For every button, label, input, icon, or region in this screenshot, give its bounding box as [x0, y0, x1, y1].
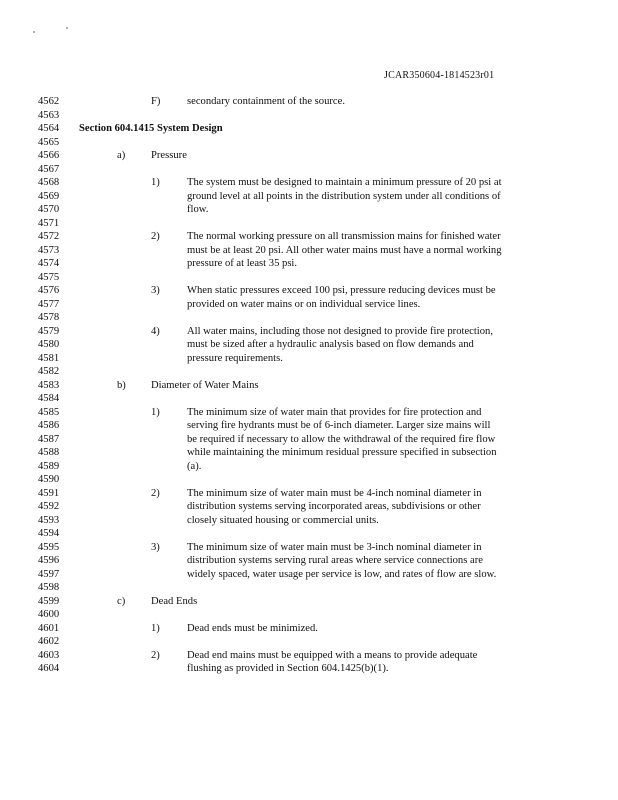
line-number: 4602 — [38, 636, 60, 647]
item-text-continued: while maintaining the minimum residual pressure specified in subsection — [187, 447, 497, 458]
line-number: 4578 — [38, 312, 60, 323]
subsection-label: a) — [117, 150, 126, 161]
document-line — [0, 460, 618, 474]
document-line — [0, 122, 618, 136]
document-line — [0, 109, 618, 123]
scan-speck — [33, 31, 35, 33]
line-number: 4574 — [38, 258, 60, 269]
line-number: 4567 — [38, 163, 60, 175]
subsection-title: Pressure — [151, 150, 187, 161]
line-number: 4583 — [38, 379, 60, 391]
document-line — [0, 649, 618, 663]
item-text-continued: must be at least 20 psi. All other water mains must have a normal working — [187, 244, 502, 256]
item-text: Dead ends must be minimized. — [187, 622, 318, 634]
item-text: The system must be designed to maintain a minimum pressure of 20 psi at — [187, 177, 502, 188]
line-number: 4571 — [38, 217, 60, 229]
line-number: 4579 — [38, 325, 60, 337]
item-text: When static pressures exceed 100 psi, pressure reducing devices must be — [187, 285, 496, 296]
document-line — [0, 284, 618, 298]
line-number: 4594 — [38, 528, 60, 539]
line-number: 4570 — [38, 204, 60, 215]
document-line — [0, 433, 618, 447]
subsection-title: Diameter of Water Mains — [151, 379, 259, 391]
line-number: 4572 — [38, 231, 60, 242]
document-line — [0, 581, 618, 595]
document-line — [0, 662, 618, 676]
line-number: 4597 — [38, 568, 60, 580]
item-text-continued: (a). — [187, 460, 202, 472]
item-text-continued: distribution systems serving rural areas where service connections are — [187, 555, 483, 566]
item-label: F) — [151, 96, 161, 107]
item-text-continued: be required if necessary to allow the withdrawal of the required fire flow — [187, 433, 496, 445]
document-line — [0, 554, 618, 568]
document-line — [0, 176, 618, 190]
document-line — [0, 608, 618, 622]
line-number: 4592 — [38, 501, 60, 512]
document-line — [0, 338, 618, 352]
item-text: The minimum size of water main that provides for fire protection and — [187, 406, 482, 418]
item-text-continued: pressure of at least 35 psi. — [187, 258, 298, 269]
document-line — [0, 406, 618, 420]
line-number: 4582 — [38, 366, 60, 377]
line-number: 4591 — [38, 487, 60, 499]
line-number: 4584 — [38, 393, 60, 404]
document-id: JCAR350604-1814523r01 — [384, 70, 495, 81]
line-number: 4564 — [38, 123, 60, 134]
item-text: The normal working pressure on all transmission mains for finished water — [187, 231, 501, 242]
item-text: The minimum size of water main must be 3-inch nominal diameter in — [187, 541, 482, 553]
line-number: 4596 — [38, 555, 60, 566]
line-number: 4563 — [38, 109, 60, 121]
item-label: 2) — [151, 487, 160, 499]
item-label: 3) — [151, 285, 160, 296]
line-number: 4569 — [38, 190, 60, 202]
subsection-label: b) — [117, 379, 126, 391]
item-label: 1) — [151, 177, 160, 188]
document-line — [0, 541, 618, 555]
document-line — [0, 419, 618, 433]
document-line — [0, 217, 618, 231]
line-number: 4598 — [38, 582, 60, 593]
item-label: 4) — [151, 325, 160, 337]
document-line — [0, 95, 618, 109]
line-number: 4595 — [38, 541, 60, 553]
document-line — [0, 379, 618, 393]
item-text-continued: distribution systems serving incorporated areas, subdivisions or other — [187, 501, 481, 512]
subsection-title: Dead Ends — [151, 595, 198, 607]
document-body — [0, 95, 618, 676]
item-label: 2) — [151, 231, 160, 242]
document-line — [0, 271, 618, 285]
document-line — [0, 244, 618, 258]
line-number: 4589 — [38, 460, 60, 472]
document-line — [0, 473, 618, 487]
line-number: 4593 — [38, 514, 60, 526]
item-text: All water mains, including those not designed to provide fire protection, — [187, 325, 493, 337]
line-number: 4599 — [38, 595, 60, 607]
item-label: 3) — [151, 541, 160, 553]
line-number: 4575 — [38, 271, 60, 283]
document-line — [0, 392, 618, 406]
item-text-continued: widely spaced, water usage per service is low, and rates of flow are slow. — [187, 568, 497, 580]
line-number: 4580 — [38, 339, 60, 350]
document-line — [0, 365, 618, 379]
item-text: Dead end mains must be equipped with a means to provide adequate — [187, 649, 478, 661]
document-line — [0, 514, 618, 528]
section-heading: Section 604.1415 System Design — [79, 123, 223, 134]
document-line — [0, 500, 618, 514]
document-line — [0, 622, 618, 636]
line-number: 4600 — [38, 609, 60, 620]
item-text-continued: provided on water mains or on individual service lines. — [187, 298, 421, 310]
document-line — [0, 230, 618, 244]
document-line — [0, 527, 618, 541]
document-line — [0, 190, 618, 204]
item-text-continued: pressure requirements. — [187, 352, 283, 364]
line-number: 4576 — [38, 285, 60, 296]
line-number: 4603 — [38, 649, 60, 661]
item-text-continued: closely situated housing or commercial units. — [187, 514, 379, 526]
document-line — [0, 487, 618, 501]
item-text-continued: serving fire hydrants must be of 6-inch diameter. Larger size mains will — [187, 420, 491, 431]
item-text: The minimum size of water main must be 4-inch nominal diameter in — [187, 487, 482, 499]
line-number: 4586 — [38, 420, 60, 431]
item-text: secondary containment of the source. — [187, 96, 345, 107]
document-line — [0, 635, 618, 649]
document-line — [0, 149, 618, 163]
line-number: 4562 — [38, 96, 60, 107]
document-line — [0, 568, 618, 582]
line-number: 4590 — [38, 474, 60, 485]
line-number: 4577 — [38, 298, 60, 310]
line-number: 4573 — [38, 244, 60, 256]
document-line — [0, 257, 618, 271]
line-number: 4581 — [38, 352, 60, 364]
scan-speck — [66, 27, 68, 29]
line-number: 4565 — [38, 136, 60, 148]
line-number: 4566 — [38, 150, 60, 161]
line-number: 4568 — [38, 177, 60, 188]
line-number: 4588 — [38, 447, 60, 458]
document-line — [0, 163, 618, 177]
document-line — [0, 136, 618, 150]
document-line — [0, 203, 618, 217]
document-line — [0, 352, 618, 366]
subsection-label: c) — [117, 595, 126, 607]
document-line — [0, 595, 618, 609]
document-line — [0, 298, 618, 312]
document-line — [0, 311, 618, 325]
item-text-continued: flushing as provided in Section 604.1425(b)(1). — [187, 663, 389, 674]
item-label: 2) — [151, 649, 160, 661]
line-number: 4585 — [38, 406, 60, 418]
line-number: 4601 — [38, 622, 60, 634]
item-text-continued: flow. — [187, 204, 209, 215]
line-number: 4604 — [38, 663, 60, 674]
line-number: 4587 — [38, 433, 60, 445]
item-text-continued: must be sized after a hydraulic analysis based on flow demands and — [187, 339, 474, 350]
document-line — [0, 446, 618, 460]
item-label: 1) — [151, 406, 160, 418]
item-label: 1) — [151, 622, 160, 634]
document-line — [0, 325, 618, 339]
item-text-continued: ground level at all points in the distribution system under all conditions of — [187, 190, 501, 202]
